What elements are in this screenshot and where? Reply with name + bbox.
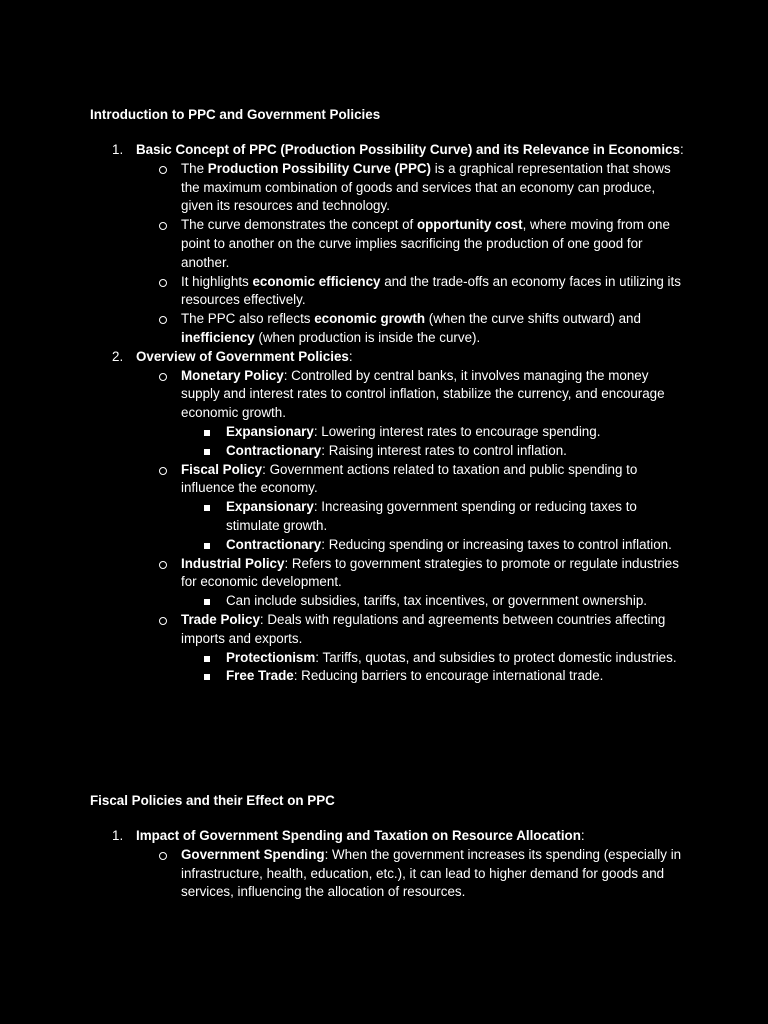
list-number: 1.: [112, 828, 124, 843]
square-bullet-icon: [204, 505, 210, 511]
bullet-list: [136, 367, 690, 687]
hollow-bullet-icon: [159, 617, 167, 625]
square-bullet-icon: [204, 430, 210, 436]
list-number: 2.: [112, 348, 124, 364]
list-item-industrial-policy: Industrial Policy: Refers to government strategies to promote or regulate industries for economic development. Can include subsidies, tariffs, tax incentives, or government ownership.: [136, 555, 690, 611]
hollow-bullet-icon: [159, 222, 167, 230]
list-item-spending-taxation: [90, 827, 690, 902]
list-item: Government Spending: When the government increases its spending (especially in infrastructure, health, education, etc.), it can lead to higher demand for goods and services, influencing the allocation of resources.: [136, 846, 690, 902]
list-item: Free Trade: Reducing barriers to encourage international trade.: [181, 667, 690, 686]
square-bullet-icon: [204, 543, 210, 549]
hollow-bullet-icon: [159, 279, 167, 287]
list-item: The curve demonstrates the concept of opportunity cost, where moving from one point to another on the curve implies sacrificing the production of one good for another.: [136, 216, 690, 272]
numbered-list: [90, 827, 690, 902]
list-item: Contractionary: Raising interest rates to control inflation.: [181, 442, 690, 461]
list-number: 1.: [112, 142, 124, 157]
list-item: Expansionary: Lowering interest rates to encourage spending.: [181, 423, 690, 442]
section-fiscal: [90, 792, 690, 902]
list-item-trade-policy: Trade Policy: Deals with regulations and agreements between countries affecting imports and exports. Protectionism: Tariffs, quotas, and subsidies to protect domestic industries. Free Trade: Reducing barriers to encourage international trade.: [136, 611, 690, 686]
hollow-bullet-icon: [159, 166, 167, 174]
hollow-bullet-icon: [159, 373, 167, 381]
list-item: Can include subsidies, tariffs, tax incentives, or government ownership.: [181, 592, 690, 611]
hollow-bullet-icon: [159, 561, 167, 569]
sub-bullet-list: [181, 592, 690, 611]
list-item: The PPC also reflects economic growth (when the curve shifts outward) and inefficiency (when production is inside the curve).: [136, 310, 690, 348]
sub-bullet-list: [181, 423, 690, 461]
square-bullet-icon: [204, 656, 210, 662]
bullet-list: [136, 846, 690, 902]
section-heading: Introduction to PPC and Government Policies: [90, 107, 381, 122]
list-item: The Production Possibility Curve (PPC) is a graphical representation that shows the maximum combination of goods and services that an economy can produce, given its resources and technology.: [136, 160, 690, 216]
item-title: Impact of Government Spending and Taxation on Resource Allocation:: [136, 828, 585, 843]
list-item: Contractionary: Reducing spending or increasing taxes to control inflation.: [181, 536, 690, 555]
sub-bullet-list: [181, 498, 690, 554]
square-bullet-icon: [204, 674, 210, 680]
list-item: Expansionary: Increasing government spending or reducing taxes to stimulate growth.: [181, 498, 690, 536]
numbered-list: [90, 141, 690, 686]
list-item: Protectionism: Tariffs, quotas, and subsidies to protect domestic industries.: [181, 649, 690, 668]
section-intro: [90, 106, 690, 686]
sub-bullet-list: [181, 649, 690, 687]
list-item-fiscal-policy: Fiscal Policy: Government actions related to taxation and public spending to influence the economy. Expansionary: Increasing government spending or reducing taxes to stimulate growth. Contractionary: Reducing spending or increasing taxes to control inflation.: [136, 461, 690, 555]
section-heading: Fiscal Policies and their Effect on PPC: [90, 793, 335, 808]
hollow-bullet-icon: [159, 316, 167, 324]
hollow-bullet-icon: [159, 852, 167, 860]
item-title: Basic Concept of PPC (Production Possibility Curve) and its Relevance in Economics:: [136, 142, 684, 157]
list-item-ppc-concept: [90, 141, 690, 348]
square-bullet-icon: [204, 599, 210, 605]
item-title: Overview of Government Policies:: [136, 348, 353, 364]
hollow-bullet-icon: [159, 467, 167, 475]
bullet-list: [136, 160, 690, 348]
list-item-monetary-policy: Monetary Policy: Controlled by central banks, it involves managing the money supply and interest rates to control inflation, stabilize the currency, and encourage economic growth. Expansionary: Lowering interest rates to encourage spending. Contractionary: Raising interest rates to control inflation.: [136, 367, 690, 461]
list-item: It highlights economic efficiency and the trade-offs an economy faces in utilizing its resources effectively.: [136, 273, 690, 311]
square-bullet-icon: [204, 449, 210, 455]
list-item-government-policies: [90, 348, 690, 686]
